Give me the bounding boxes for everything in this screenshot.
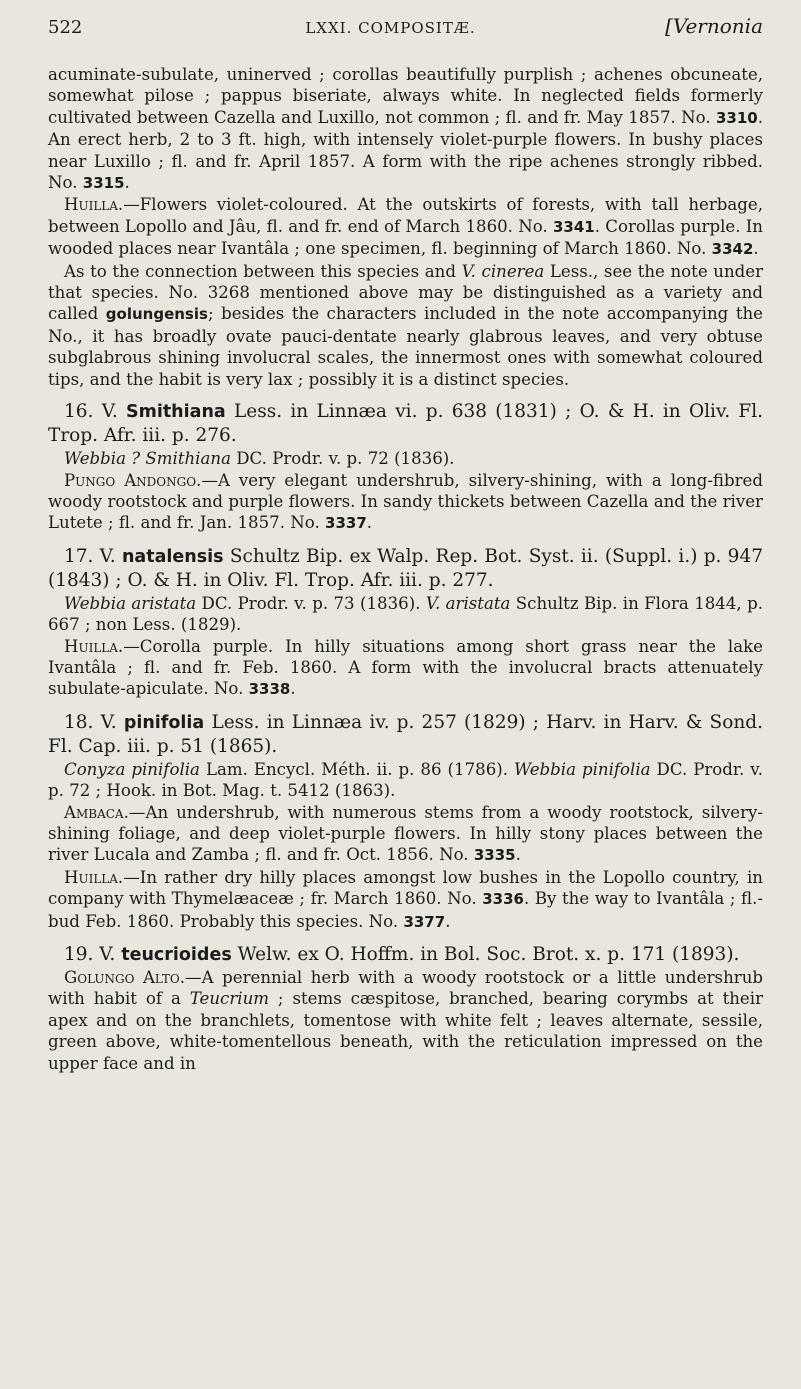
section-title: LXXI. COMPOSITÆ. [305, 19, 476, 37]
paragraph-note: As to the connection between this species and V. cinerea Less., see the note under that species. No. 3268 mentioned above may be distinguished as a variety and called golungensis; besides the characters included in the note accompanying the No., it has broadly ovate pauci-dentate nearly glabrous leaves, and very obtuse subglabrous shining involucral scales, the innermost ones with somewhat coloured tips, and the habit is very lax ; possibly it is a distinct species. [48, 261, 764, 389]
specimen-number: 3335 [473, 846, 516, 865]
page-body [48, 64, 763, 1074]
species-name: teucrioides [121, 945, 232, 965]
locality: Golungo Alto. [64, 968, 186, 987]
paragraph-ambaca: Ambaca.—An undershrub, with numerous stems from a woody rootstock, silvery-shining foliage, and deep violet-purple flowers. In hilly stony places between the river Lucala and Zamba ; fl. and fr. Oct. 1856. No. 3335. [48, 802, 763, 865]
page-header [48, 14, 763, 44]
synonymy-17: Webbia aristata DC. Prodr. v. p. 73 (1836). V. aristata Schultz Bip. in Flora 1844, p. 667 ; non Less. (1829). [48, 593, 763, 635]
specimen-number: 3315 [82, 174, 125, 193]
taxon-name: Teucrium [189, 989, 270, 1009]
synonymy-16: Webbia ? Smithiana DC. Prodr. v. p. 72 (1836). [64, 449, 455, 469]
species-heading-18: 18. V. pinifolia Less. in Linnæa iv. p. 257 (1829) ; Harv. in Harv. & Sond. Fl. Cap. iii. p. 51 (1865). [48, 711, 763, 757]
species-name: natalensis [121, 546, 224, 567]
specimen-number: 3338 [248, 680, 291, 699]
running-genus: [Vernonia [665, 14, 763, 38]
locality: Huilla. [64, 867, 124, 887]
species-heading-17: 17. V. natalensis Schultz Bip. ex Walp. Rep. Bot. Syst. ii. (Suppl. i.) p. 947 (1843) ; O. & H. in Oliv. Fl. Trop. Afr. iii. p. 277. [48, 545, 763, 591]
species-name: pinifolia [123, 712, 205, 733]
locality: Huilla. [64, 636, 124, 656]
specimen-number: 3310 [715, 108, 758, 127]
species-name: Smithiana [125, 402, 226, 423]
locality: Huilla. [64, 195, 124, 215]
variety-name: golungensis [105, 305, 208, 324]
synonymy-18: Conyza pinifolia Lam. Encycl. Méth. ii. p. 86 (1786). Webbia pinifolia DC. Prodr. v. p. 72 ; Hook. in Bot. Mag. t. 5412 (1863). [48, 759, 763, 801]
paragraph-huilla-17: Huilla.—Corolla purple. In hilly situations among short grass near the lake Ivantâla ; fl. and fr. Feb. 1860. A form with the involucral bracts attenuately subulate-apiculate. No. 3338. [48, 636, 763, 699]
specimen-number: 3377 [403, 912, 446, 931]
species-heading-19: 19. V. teucrioides Welw. ex O. Hoffm. in Bol. Soc. Brot. x. p. 171 (1893). [64, 944, 740, 965]
specimen-number: 3342 [711, 240, 754, 259]
locality: Ambaca. [64, 802, 129, 822]
specimen-number: 3336 [482, 890, 524, 909]
paragraph-pungo-andongo: Pungo Andongo.—A very elegant undershrub, silvery-shining, with a long-fibred woody rootstock and purple flowers. In sandy thickets between Cazella and the river Lutete ; fl. and fr. Jan. 1857. No. 3337. [48, 470, 763, 533]
page-number: 522 [48, 17, 83, 38]
species-heading-16: 16. V. Smithiana Less. in Linnæa vi. p. 638 (1831) ; O. & H. in Oliv. Fl. Trop. Afr. iii. p. 276. [48, 401, 763, 447]
paragraph-continuation: acuminate-subulate, uninerved ; corollas beautifully purplish ; achenes obcuneate, somewhat pilose ; pappus biseriate, always white. In neglected fields formerly cultivated between Cazella and Luxillo, not common ; fl. and fr. May 1857. No. 3310. An erect herb, 2 to 3 ft. high, with intensely violet-purple flowers. In bushy places near Luxillo ; fl. and fr. April 1857. A form with the ripe achenes strongly ribbed. No. 3315. [48, 65, 763, 193]
specimen-number: 3341 [553, 217, 595, 236]
specimen-number: 3337 [325, 514, 367, 533]
paragraph-golungo-alto: Golungo Alto.—A perennial herb with a woody rootstock or a little undershrub with habit of a Teucrium ; stems cæspitose, branched, bearing corymbs at their apex and on the branchlets, tomentose with white felt ; leaves alternate, sessile, green above, white-tomentellous beneath, with the reticulation impressed on the upper face and in [48, 968, 763, 1073]
locality: Pungo Andongo. [64, 470, 202, 490]
taxon-name: V. cinerea [461, 261, 545, 281]
paragraph-huilla-18: Huilla.—In rather dry hilly places amongst low bushes in the Lopollo country, in company with Thymelæaceæ ; fr. March 1860. No. 3336. By the way to Ivantâla ; fl.-bud Feb. 1860. Probably this species. No. 3377. [48, 867, 763, 931]
paragraph-huilla: Huilla.—Flowers violet-coloured. At the outskirts of forests, with tall herbage, between Lopollo and Jâu, fl. and fr. end of March 1860. No. 3341. Corollas purple. In wooded places near Ivantâla ; one specimen, fl. beginning of March 1860. No. 3342. [48, 195, 763, 259]
